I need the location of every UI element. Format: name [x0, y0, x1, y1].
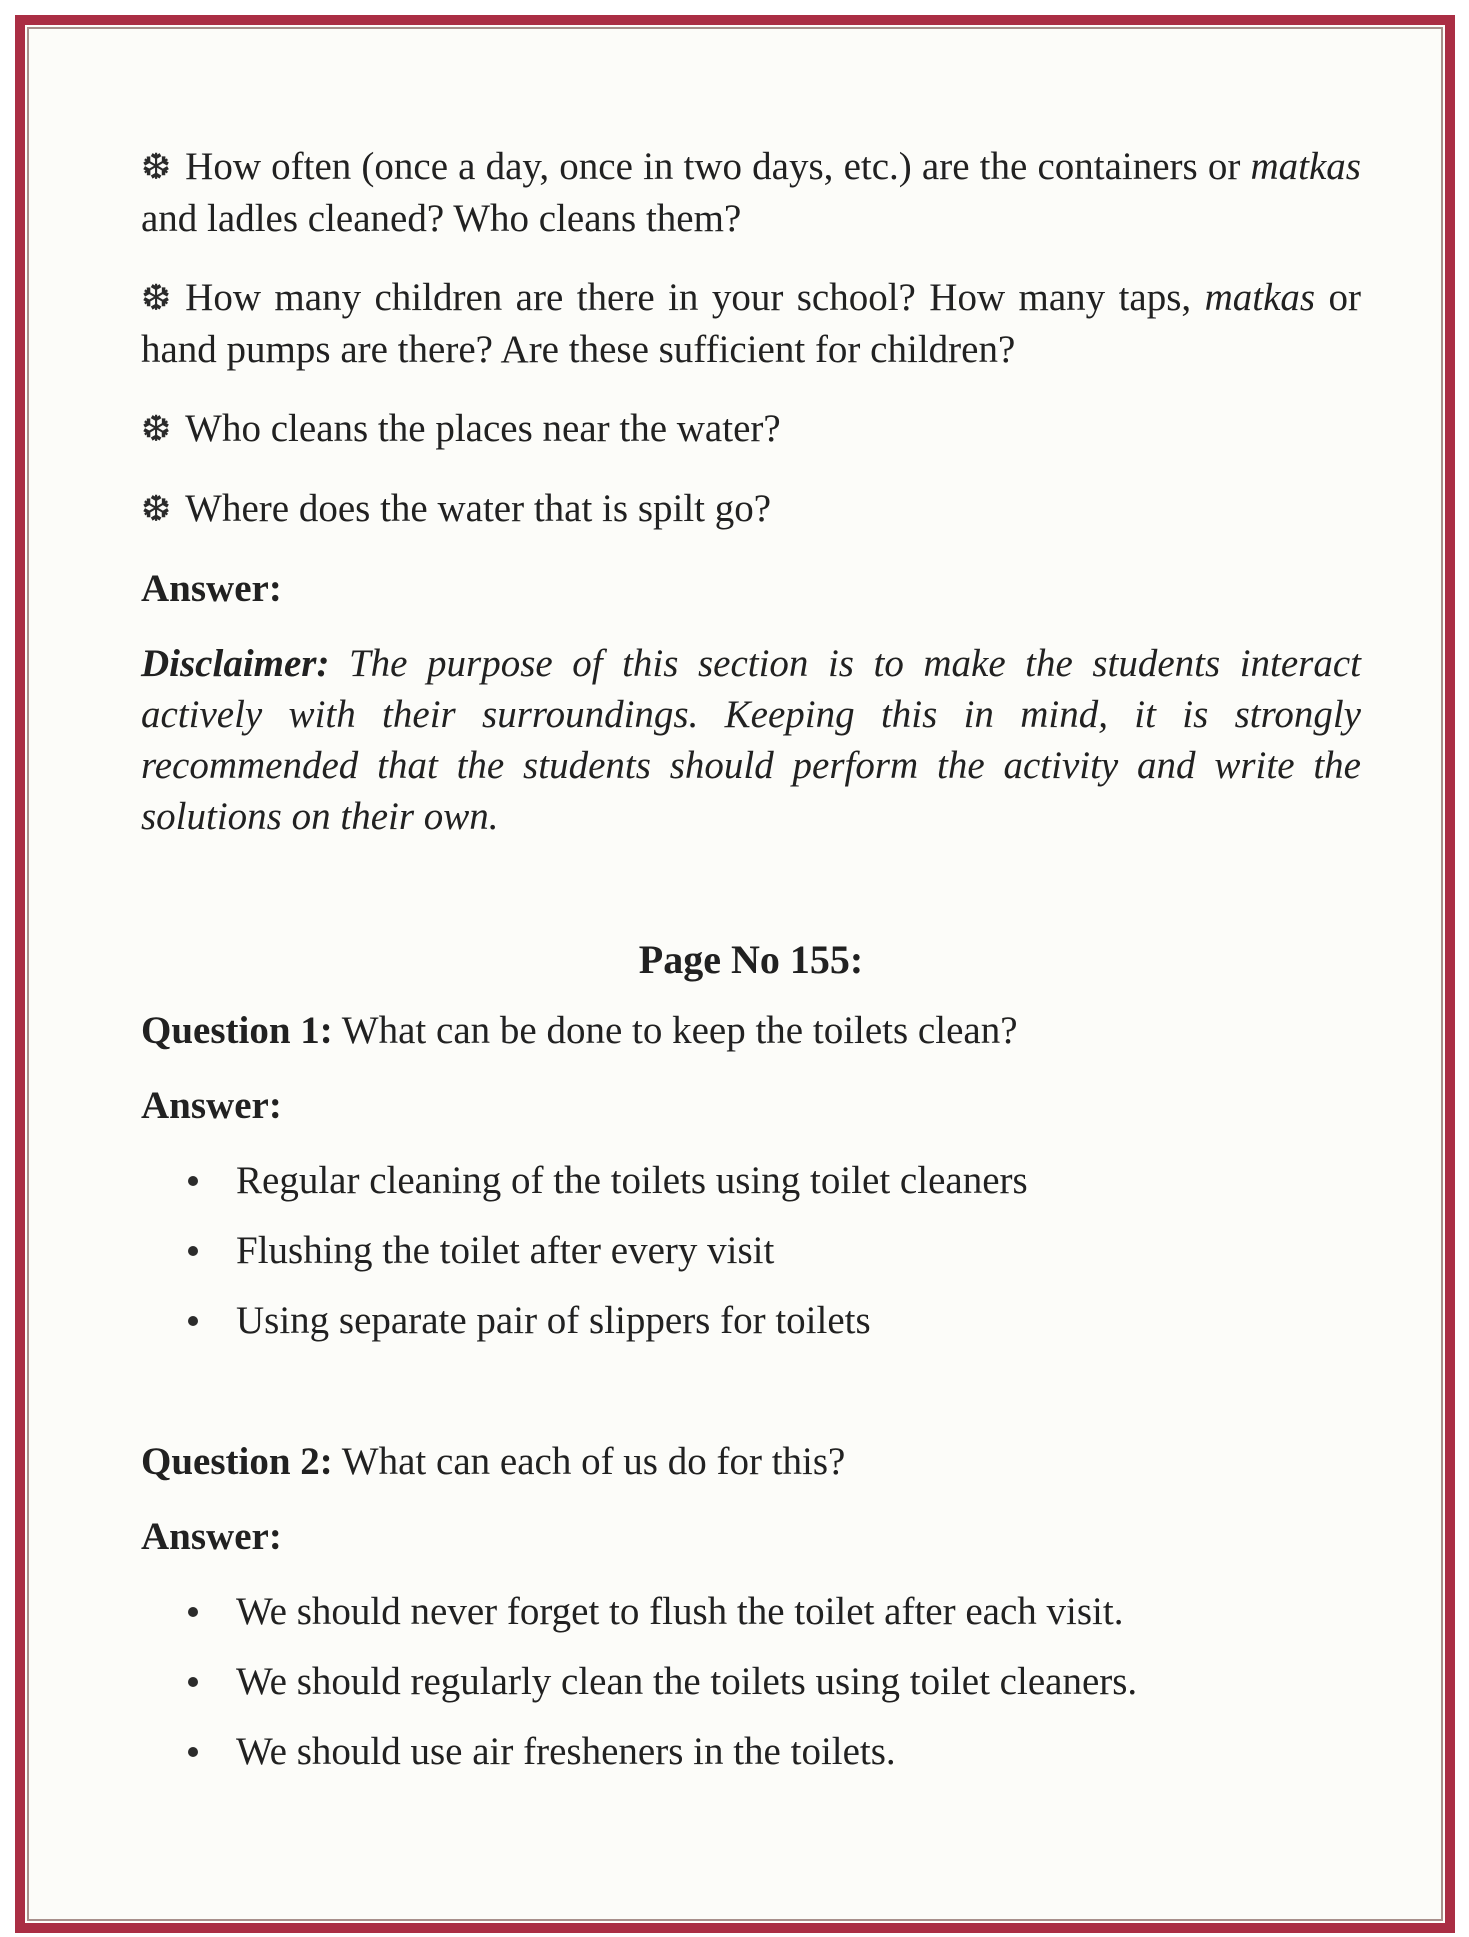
- bullet-dot-icon: [188, 1747, 198, 1757]
- activity-question-text: Who cleans the places near the water?: [185, 407, 781, 450]
- bullet-dot-icon: [188, 1607, 198, 1617]
- list-item: [188, 1656, 1361, 1707]
- list-item-text: Flushing the toilet after every visit: [236, 1229, 775, 1272]
- disclaimer-text: The purpose of this section is to make the students interact actively with their surroundings. Keeping this in mind, it is strongly recommended that the students should perform the activity and write the solutions on their own.: [141, 642, 1361, 838]
- question-2-text: What can each of us do for this?: [332, 1440, 846, 1483]
- answer-label: Answer:: [141, 567, 282, 610]
- bullet-dot-icon: [188, 1246, 198, 1256]
- list-item: [188, 1586, 1361, 1637]
- list-item: [188, 1155, 1361, 1206]
- page-heading: Page No 155:: [638, 937, 864, 982]
- question-1-text: What can be done to keep the toilets clean?: [332, 1009, 1018, 1052]
- question-2-label: Question 2:: [141, 1440, 333, 1483]
- activity-question-text: or hand pumps are there? Are these sufficient for children?: [141, 276, 1361, 371]
- activity-question-text: How often (once a day, once in two days, etc.) are the containers or: [185, 145, 1251, 188]
- answer-list-q1: [141, 1155, 1361, 1346]
- snowflake-bullet-icon: ❆: [141, 278, 172, 318]
- list-item-text: We should use air fresheners in the toilets.: [236, 1730, 896, 1773]
- snowflake-bullet-icon: ❆: [141, 147, 172, 187]
- page-content: [29, 29, 1441, 1919]
- activity-question-text: and ladles cleaned? Who cleans them?: [141, 197, 742, 240]
- disclaimer: [141, 638, 1361, 842]
- page-frame-outer: [15, 15, 1455, 1933]
- activity-question-1: [141, 141, 1361, 244]
- italic-term: matkas: [1250, 145, 1361, 188]
- activity-question-text: How many children are there in your school? How many taps,: [185, 276, 1205, 319]
- bullet-dot-icon: [188, 1677, 198, 1687]
- page-frame-inner: [27, 27, 1443, 1921]
- answer-label: Answer:: [141, 1515, 282, 1558]
- snowflake-bullet-icon: ❆: [141, 489, 172, 529]
- activity-question-3: [141, 403, 1361, 455]
- list-item: [188, 1225, 1361, 1276]
- italic-term: matkas: [1204, 276, 1316, 319]
- list-item-text: We should regularly clean the toilets using toilet cleaners.: [236, 1660, 1138, 1703]
- question-1-label: Question 1:: [141, 1009, 333, 1052]
- activity-question-text: Where does the water that is spilt go?: [185, 487, 772, 530]
- answer-label: Answer:: [141, 1084, 282, 1127]
- list-item-text: Using separate pair of slippers for toilets: [236, 1299, 871, 1342]
- answer-list-q2: [141, 1586, 1361, 1777]
- bullet-dot-icon: [188, 1316, 198, 1326]
- disclaimer-label: Disclaimer:: [141, 642, 330, 685]
- list-item: [188, 1726, 1361, 1777]
- list-item: [188, 1295, 1361, 1346]
- question-1: [141, 1005, 1361, 1056]
- snowflake-bullet-icon: ❆: [141, 409, 172, 449]
- list-item-text: We should never forget to flush the toilet after each visit.: [236, 1590, 1124, 1633]
- list-item-text: Regular cleaning of the toilets using toilet cleaners: [236, 1159, 1028, 1202]
- question-2: [141, 1436, 1361, 1487]
- activity-question-2: [141, 272, 1361, 375]
- activity-question-4: [141, 483, 1361, 535]
- bullet-dot-icon: [188, 1176, 198, 1186]
